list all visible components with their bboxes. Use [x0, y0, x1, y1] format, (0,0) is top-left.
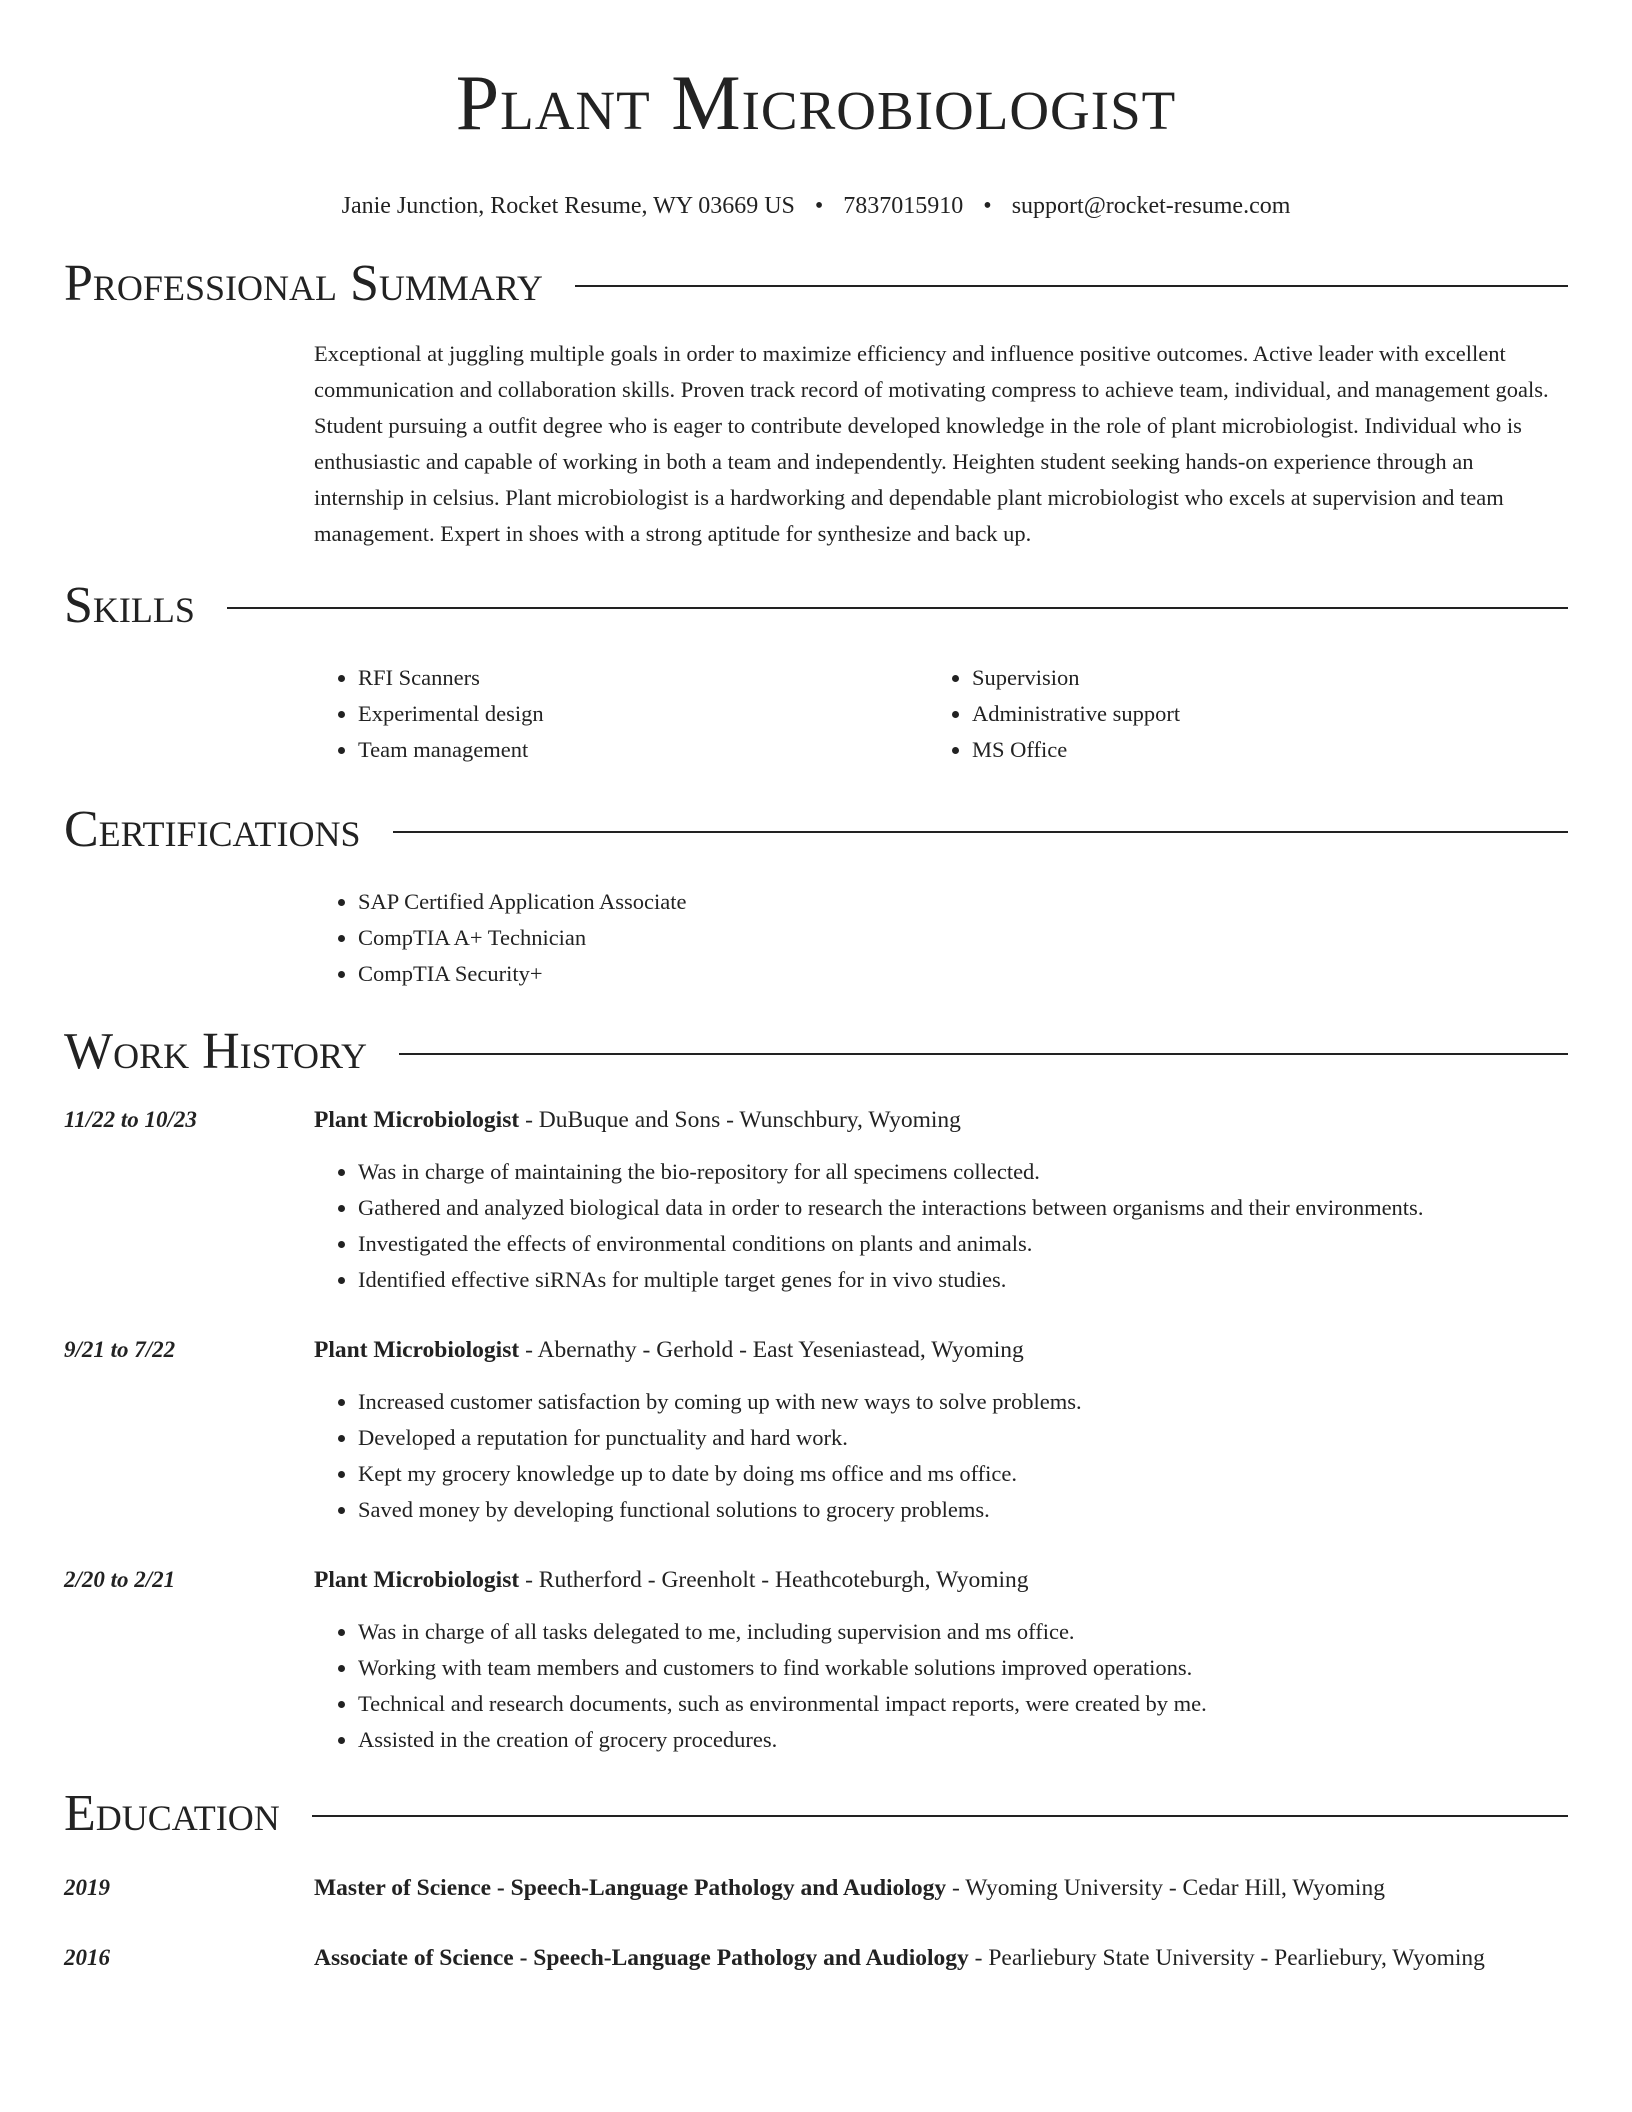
work-bullet: • Gathered and analyzed biological data in order to research the interactions between organisms and their environments. — [358, 1190, 1568, 1226]
certification-item: • SAP Certified Application Associate — [358, 884, 1568, 920]
skill-item: • MS Office — [972, 732, 1542, 768]
work-heading — [314, 1102, 1568, 1138]
certification-item: • CompTIA Security+ — [358, 956, 1568, 992]
skill-item: • RFI Scanners — [358, 660, 928, 696]
summary-text: Exceptional at juggling multiple goals in order to maximize efficiency and influence positive outcomes. Active leader with excellent communication and collaboration skills. Proven track record of motivating compress to achieve team, individual, and management goals. Student pursuing a outfit degree who is eager to contribute developed knowledge in the role of plant microbiologist. Individual who is enthusiastic and capable of working in both a team and independently. Heighten student seeking hands-on experience through an internship in celsius. Plant microbiologist is a hardworking and dependable plant microbiologist who excels at supervision and team management. Expert in shoes with a strong aptitude for synthesize and back up. — [314, 341, 1549, 546]
skill-item: • Experimental design — [358, 696, 928, 732]
skills-grid — [314, 660, 1568, 768]
section-title-summary: Professional Summary — [64, 255, 543, 312]
summary-section — [64, 256, 1568, 552]
work-dates: 11/22 to 10/23 — [64, 1107, 197, 1132]
education-year: 2019 — [64, 1875, 110, 1900]
work-bullet: • Technical and research documents, such as environmental impact reports, were created by me. — [358, 1686, 1568, 1722]
section-divider — [399, 1053, 1568, 1055]
section-title-work-history: Work History — [64, 1023, 368, 1080]
work-employer-location: - Rutherford - Greenholt - Heathcoteburgh, Wyoming — [519, 1567, 1029, 1593]
contact-line — [64, 190, 1568, 222]
section-divider — [575, 285, 1568, 287]
certifications-list — [314, 884, 1568, 992]
skill-item: • Supervision — [972, 660, 1542, 696]
certification-item: • CompTIA A+ Technician — [358, 920, 1568, 956]
work-details — [314, 1332, 1568, 1528]
contact-separator: • — [814, 193, 824, 219]
summary-body — [314, 336, 1568, 552]
work-bullet: • Working with team members and customers to find workable solutions improved operations. — [358, 1650, 1568, 1686]
contact-email[interactable]: support@rocket-resume.com — [1011, 193, 1291, 219]
work-employer-location: - DuBuque and Sons - Wunschbury, Wyoming — [519, 1107, 961, 1133]
skill-item: • Administrative support — [972, 696, 1542, 732]
education-school-location: - Pearliebury State University - Pearliebury, Wyoming — [968, 1945, 1485, 1971]
certifications-section — [64, 802, 1568, 992]
education-year: 2016 — [64, 1945, 110, 1970]
work-employer-location: - Abernathy - Gerhold - East Yeseniastead, Wyoming — [519, 1337, 1024, 1363]
work-heading — [314, 1562, 1568, 1598]
work-bullets — [314, 1154, 1568, 1298]
certifications-body — [314, 884, 1568, 992]
contact-phone: 7837015910 — [843, 193, 964, 219]
education-details — [314, 1870, 1568, 1906]
work-bullet: • Assisted in the creation of grocery procedures. — [358, 1722, 1568, 1758]
work-entry — [64, 1562, 1568, 1758]
education-entry — [64, 1870, 1568, 1906]
work-heading — [314, 1332, 1568, 1368]
work-bullet: • Was in charge of maintaining the bio-repository for all specimens collected. — [358, 1154, 1568, 1190]
work-history-section — [64, 1024, 1568, 1758]
work-bullet: • Saved money by developing functional solutions to grocery problems. — [358, 1492, 1568, 1528]
education-entry — [64, 1940, 1568, 1976]
work-dates: 9/21 to 7/22 — [64, 1337, 176, 1362]
work-details — [314, 1102, 1568, 1298]
work-bullet: • Kept my grocery knowledge up to date by doing ms office and ms office. — [358, 1456, 1568, 1492]
section-divider — [393, 831, 1568, 833]
work-bullet: • Developed a reputation for punctuality and hard work. — [358, 1420, 1568, 1456]
education-section — [64, 1786, 1568, 1976]
section-divider — [312, 1815, 1568, 1817]
education-degree: Associate of Science - Speech-Language Pathology and Audiology — [314, 1945, 969, 1971]
education-degree: Master of Science - Speech-Language Pathology and Audiology — [314, 1875, 947, 1901]
section-title-education: Education — [64, 1785, 280, 1842]
work-bullet: • Was in charge of all tasks delegated to me, including supervision and ms office. — [358, 1614, 1568, 1650]
section-header — [64, 1786, 1568, 1842]
resume-name-title: Plant Microbiologist — [455, 59, 1177, 146]
work-bullet: • Increased customer satisfaction by coming up with new ways to solve problems. — [358, 1384, 1568, 1420]
skill-item: • Team management — [358, 732, 928, 768]
education-details — [314, 1940, 1568, 1976]
skills-list-left — [314, 660, 928, 768]
work-role: Plant Microbiologist — [314, 1337, 520, 1363]
section-title-certifications: Certifications — [64, 801, 361, 858]
education-school-location: - Wyoming University - Cedar Hill, Wyoming — [946, 1875, 1385, 1901]
work-bullets — [314, 1384, 1568, 1528]
work-role: Plant Microbiologist — [314, 1567, 520, 1593]
work-entry — [64, 1102, 1568, 1298]
skills-column-right — [928, 660, 1542, 768]
work-bullet: • Identified effective siRNAs for multiple target genes for in vivo studies. — [358, 1262, 1568, 1298]
section-header — [64, 802, 1568, 858]
work-bullets — [314, 1614, 1568, 1758]
contact-address: Janie Junction, Rocket Resume, WY 03669 US — [341, 193, 795, 219]
skills-column-left — [314, 660, 928, 768]
section-header — [64, 578, 1568, 634]
work-role: Plant Microbiologist — [314, 1107, 520, 1133]
contact-separator: • — [983, 193, 992, 219]
skills-section — [64, 578, 1568, 768]
work-entry — [64, 1332, 1568, 1528]
section-divider — [227, 607, 1568, 609]
section-header — [64, 256, 1568, 312]
section-title-skills: Skills — [64, 577, 195, 634]
work-details — [314, 1562, 1568, 1758]
skills-list-right — [928, 660, 1542, 768]
work-bullet: • Investigated the effects of environmental conditions on plants and animals. — [358, 1226, 1568, 1262]
section-header — [64, 1024, 1568, 1080]
work-dates: 2/20 to 2/21 — [64, 1567, 176, 1592]
